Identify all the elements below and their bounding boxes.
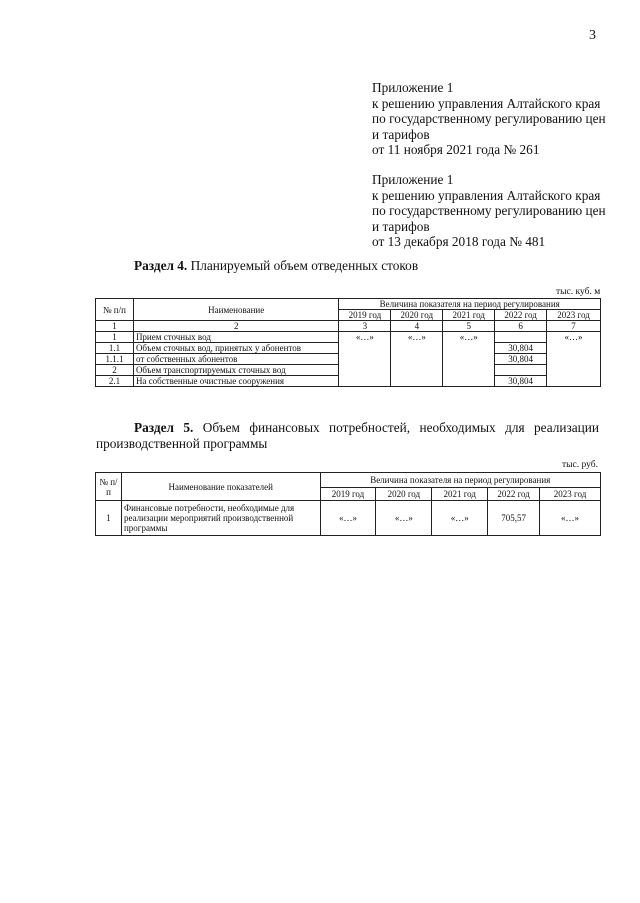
header-num: № п/п — [96, 299, 134, 321]
annex-line: Приложение 1 — [372, 80, 454, 95]
annex-header-current — [372, 80, 622, 158]
table-row — [96, 332, 601, 343]
header-year: 2021 год — [443, 310, 495, 321]
header-year: 2020 год — [391, 310, 443, 321]
row-name: Прием сточных вод — [133, 332, 339, 343]
col-number: 7 — [547, 321, 601, 332]
row-num: 1 — [96, 332, 134, 343]
row-name: На собственные очистные сооружения — [133, 376, 339, 387]
section-5-unit: тыс. руб. — [562, 460, 598, 470]
header-period: Величина показателя на период регулирования — [339, 299, 601, 310]
col-number: 2 — [133, 321, 339, 332]
table-row — [96, 501, 601, 536]
row-name: Финансовые потребности, необходимые для реализации мероприятий производственной программы — [121, 501, 320, 536]
value-2022: 30,804 — [495, 343, 547, 354]
header-year: 2022 год — [495, 310, 547, 321]
value-2020: «…» — [376, 501, 432, 536]
col-number: 1 — [96, 321, 134, 332]
header-name: Наименование — [133, 299, 339, 321]
header-year: 2023 год — [540, 488, 601, 501]
annex-line: Приложение 1 — [372, 172, 454, 187]
value-2020: «…» — [391, 332, 443, 387]
annex-line: к решению управления Алтайского края — [372, 95, 601, 111]
col-number: 3 — [339, 321, 391, 332]
value-2021: «…» — [443, 332, 495, 387]
row-name: Объем сточных вод, принятых у абонентов — [133, 343, 339, 354]
row-num: 1.1.1 — [96, 354, 134, 365]
value-2022 — [495, 365, 547, 376]
annex-line: и тарифов — [372, 126, 430, 142]
header-year: 2019 год — [320, 488, 376, 501]
annex-header-original — [372, 172, 622, 250]
section-4-label: Раздел 4. — [134, 258, 188, 273]
value-2023: «…» — [540, 501, 601, 536]
section-4-unit: тыс. куб. м — [556, 287, 601, 297]
value-2022 — [495, 332, 547, 343]
row-num: 2.1 — [96, 376, 134, 387]
col-number: 6 — [495, 321, 547, 332]
col-number: 5 — [443, 321, 495, 332]
header-num: № п/п — [96, 473, 122, 501]
header-period: Величина показателя на период регулирования — [320, 473, 600, 488]
value-2022: 30,804 — [495, 354, 547, 365]
value-2022: 705,57 — [488, 501, 540, 536]
annex-line: по государственному регулированию цен — [372, 203, 606, 218]
financial-needs-table — [95, 472, 601, 536]
section-5-title-text: Объем финансовых потребностей, необходимых для реализации производственной программы — [96, 420, 599, 451]
row-num: 1 — [96, 501, 122, 536]
col-number: 4 — [391, 321, 443, 332]
annex-line: от 13 декабря 2018 года № 481 — [372, 234, 546, 249]
value-2019: «…» — [320, 501, 376, 536]
section-4-title-text: Планируемый объем отведенных стоков — [187, 258, 419, 273]
column-number-row — [96, 321, 601, 332]
annex-line: и тарифов — [372, 218, 430, 234]
page-number: 3 — [589, 28, 596, 43]
section-5-label: Раздел 5. — [134, 420, 194, 435]
section-4-title — [134, 258, 418, 274]
header-year: 2023 год — [547, 310, 601, 321]
value-2019: «…» — [339, 332, 391, 387]
value-2022: 30,804 — [495, 376, 547, 387]
header-year: 2022 год — [488, 488, 540, 501]
wastewater-volume-table — [95, 298, 601, 387]
row-num: 1.1 — [96, 343, 134, 354]
row-num: 2 — [96, 365, 134, 376]
annex-line: по государственному регулированию цен — [372, 111, 606, 126]
annex-line: к решению управления Алтайского края — [372, 187, 601, 203]
header-name: Наименование показателей — [121, 473, 320, 501]
section-5-title — [96, 420, 599, 452]
value-2021: «…» — [432, 501, 488, 536]
row-name: от собственных абонентов — [133, 354, 339, 365]
header-year: 2021 год — [432, 488, 488, 501]
header-year: 2019 год — [339, 310, 391, 321]
annex-line: от 11 ноября 2021 года № 261 — [372, 142, 540, 157]
value-2023: «…» — [547, 332, 601, 387]
row-name: Объем транспортируемых сточных вод — [133, 365, 339, 376]
header-year: 2020 год — [376, 488, 432, 501]
